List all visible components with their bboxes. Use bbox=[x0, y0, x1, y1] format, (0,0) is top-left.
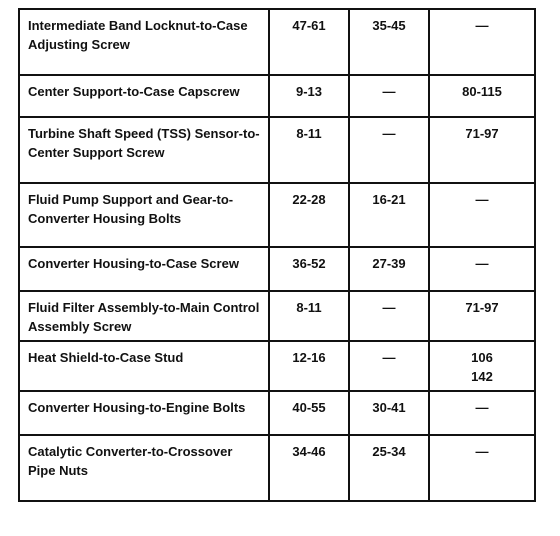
torque-value-a: 8-11 bbox=[269, 291, 349, 341]
table-row bbox=[19, 291, 535, 341]
table-row bbox=[19, 247, 535, 291]
torque-value-b: — bbox=[349, 341, 429, 391]
torque-value-a: 22-28 bbox=[269, 183, 349, 247]
torque-value-a: 9-13 bbox=[269, 75, 349, 117]
torque-value-c: — bbox=[429, 9, 535, 75]
table-row bbox=[19, 341, 535, 391]
table-row bbox=[19, 75, 535, 117]
table-row bbox=[19, 391, 535, 435]
torque-value-b: 25-34 bbox=[349, 435, 429, 501]
torque-value-a: 47-61 bbox=[269, 9, 349, 75]
torque-value-b: 27-39 bbox=[349, 247, 429, 291]
torque-value-c: — bbox=[429, 247, 535, 291]
fastener-description: Fluid Pump Support and Gear-to-Converter Housing Bolts bbox=[19, 183, 269, 247]
torque-value-b: — bbox=[349, 291, 429, 341]
table-row bbox=[19, 435, 535, 501]
torque-value-c: 71-97 bbox=[429, 117, 535, 183]
torque-value-b: — bbox=[349, 75, 429, 117]
torque-value-c: 71-97 bbox=[429, 291, 535, 341]
fastener-description: Intermediate Band Locknut-to-Case Adjusting Screw bbox=[19, 9, 269, 75]
torque-value-c: — bbox=[429, 391, 535, 435]
fastener-description: Center Support-to-Case Capscrew bbox=[19, 75, 269, 117]
torque-value-c: — bbox=[429, 435, 535, 501]
table-row bbox=[19, 117, 535, 183]
torque-value-b: 35-45 bbox=[349, 9, 429, 75]
fastener-description: Converter Housing-to-Case Screw bbox=[19, 247, 269, 291]
torque-value-c: 106 142 bbox=[429, 341, 535, 391]
torque-value-c: — bbox=[429, 183, 535, 247]
table-row bbox=[19, 9, 535, 75]
torque-value-b: 16-21 bbox=[349, 183, 429, 247]
table-row bbox=[19, 183, 535, 247]
fastener-description: Fluid Filter Assembly-to-Main Control Assembly Screw bbox=[19, 291, 269, 341]
torque-value-c: 80-115 bbox=[429, 75, 535, 117]
fastener-description: Heat Shield-to-Case Stud bbox=[19, 341, 269, 391]
torque-value-a: 12-16 bbox=[269, 341, 349, 391]
torque-value-a: 40-55 bbox=[269, 391, 349, 435]
fastener-description: Catalytic Converter-to-Crossover Pipe Nuts bbox=[19, 435, 269, 501]
torque-value-b: — bbox=[349, 117, 429, 183]
torque-specification-table bbox=[18, 8, 536, 502]
torque-value-a: 8-11 bbox=[269, 117, 349, 183]
fastener-description: Turbine Shaft Speed (TSS) Sensor-to-Center Support Screw bbox=[19, 117, 269, 183]
torque-value-a: 36-52 bbox=[269, 247, 349, 291]
torque-value-b: 30-41 bbox=[349, 391, 429, 435]
fastener-description: Converter Housing-to-Engine Bolts bbox=[19, 391, 269, 435]
torque-value-a: 34-46 bbox=[269, 435, 349, 501]
